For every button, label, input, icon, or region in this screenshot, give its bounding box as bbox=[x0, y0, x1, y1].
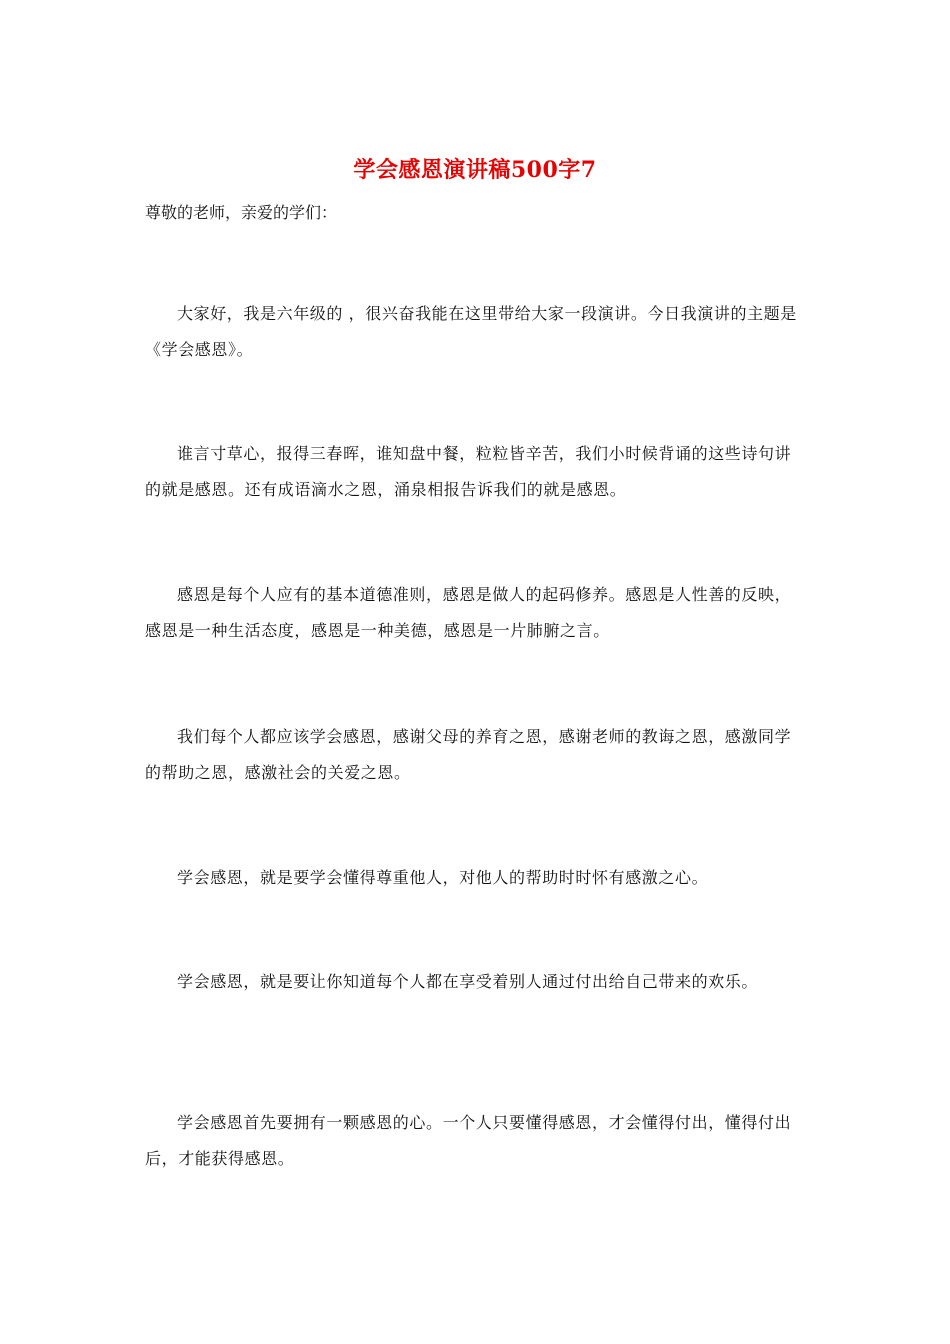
paragraph-2: 谁言寸草心，报得三春晖，谁知盘中餐，粒粒皆辛苦，我们小时候背诵的这些诗句讲的就是感恩。还有成语滴水之恩，涌泉相报告诉我们的就是感恩。 bbox=[145, 444, 792, 499]
paragraph-6: 学会感恩，就是要让你知道每个人都在享受着别人通过付出给自己带来的欢乐。 bbox=[177, 972, 759, 991]
paragraph-7: 学会感恩首先要拥有一颗感恩的心。一个人只要懂得感恩，才会懂得付出，懂得付出后，才能获得感恩。 bbox=[145, 1113, 792, 1168]
salutation: 尊敬的老师，亲爱的学们： bbox=[145, 203, 338, 222]
paragraph-3: 感恩是每个人应有的基本道德准则，感恩是做人的起码修养。感恩是人性善的反映，感恩是一种生活态度，感恩是一种美德，感恩是一片肺腑之言。 bbox=[145, 585, 792, 640]
paragraph-1: 大家好，我是六年级的 ，很兴奋我能在这里带给大家一段演讲。今日我演讲的主题是《学会感恩》。 bbox=[145, 304, 797, 359]
paragraph-5: 学会感恩，就是要学会懂得尊重他人，对他人的帮助时时怀有感激之心。 bbox=[177, 868, 709, 887]
document-title: 学会感恩演讲稿500字7 bbox=[353, 157, 597, 183]
paragraph-4: 我们每个人都应该学会感恩，感谢父母的养育之恩，感谢老师的教诲之恩，感激同学的帮助之恩，感激社会的关爱之恩。 bbox=[145, 727, 792, 782]
